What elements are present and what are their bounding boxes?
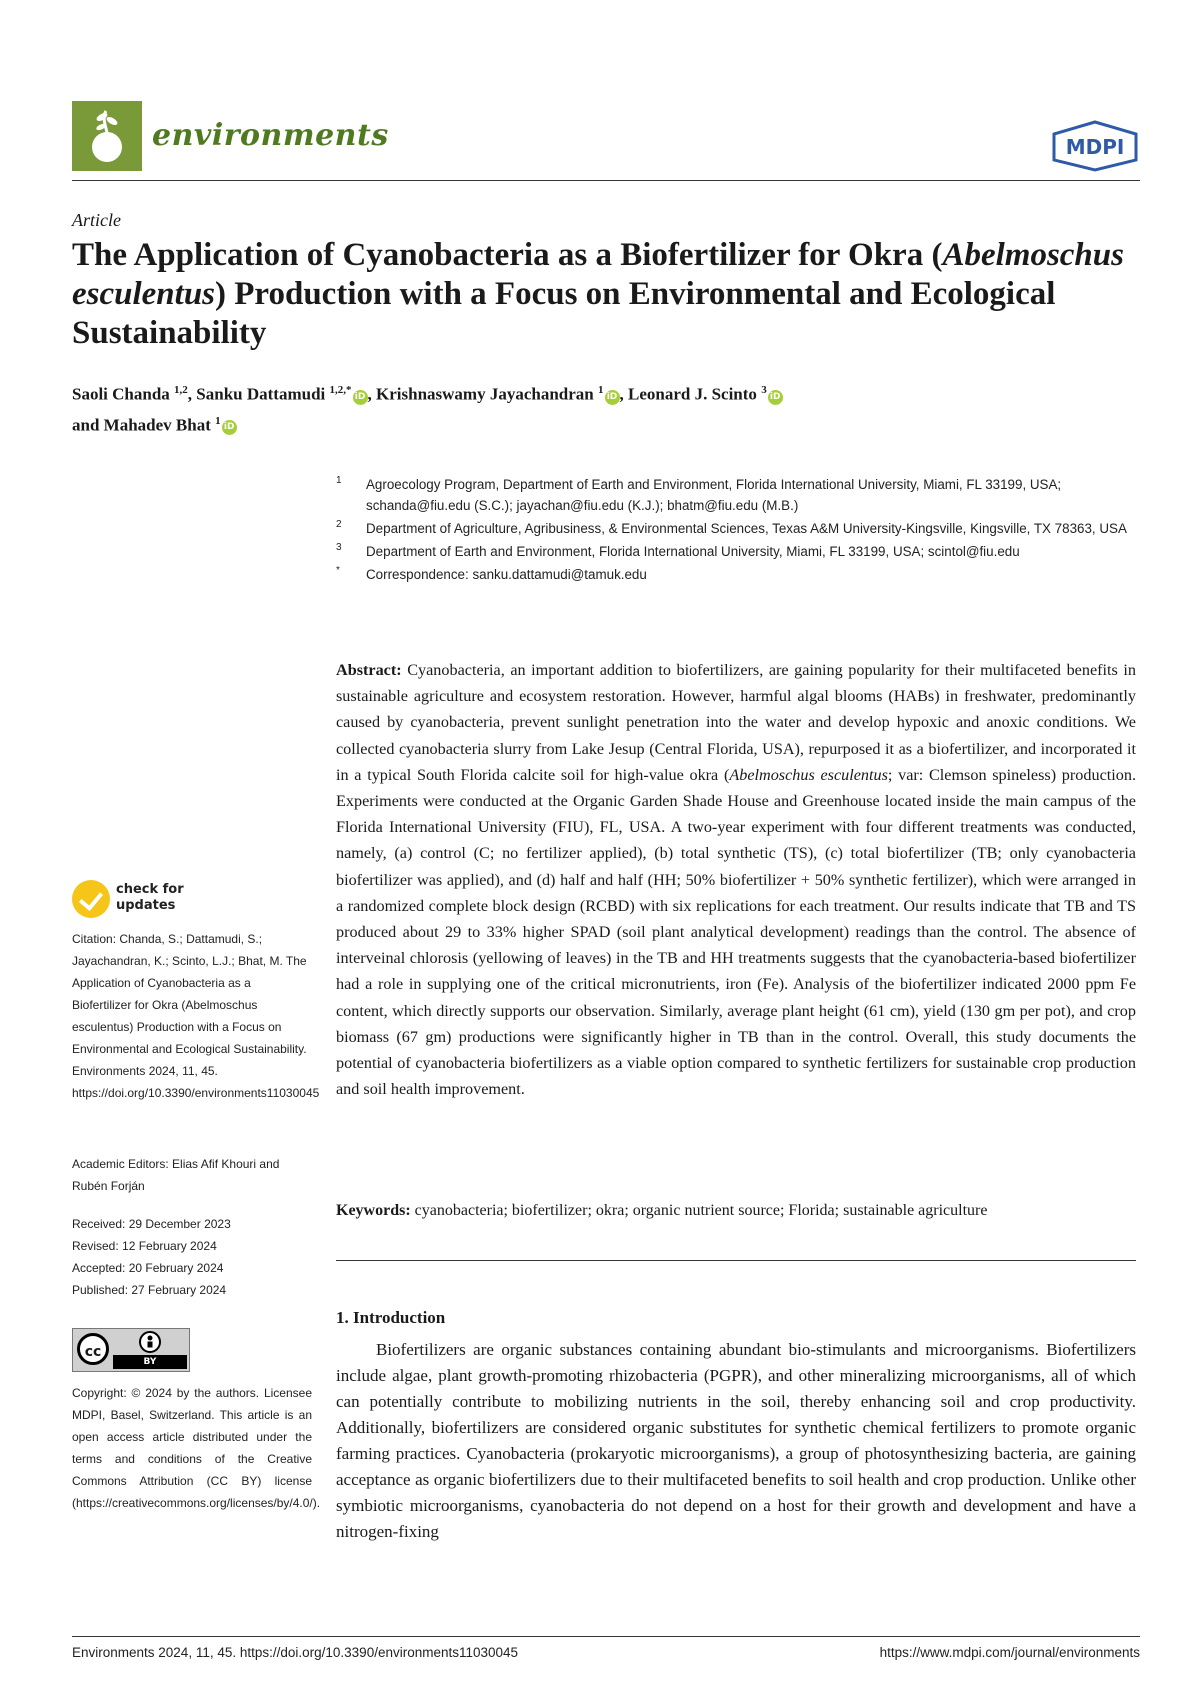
orcid-icon[interactable]: iD <box>605 390 620 405</box>
title-text-continued: ) Production with a Focus on Environmental and Ecological Sustainability <box>72 276 1056 351</box>
footer-divider <box>72 1636 1140 1637</box>
affiliation-text: Department of Agriculture, Agribusiness, & Environmental Sciences, Texas A&M University-Kingsville, Kingsville, TX 78363, USA <box>366 521 1127 536</box>
citation-block: Citation: Chanda, S.; Dattamudi, S.; Jayachandran, K.; Scinto, L.J.; Bhat, M. The Application of Cyanobacteria as a Biofertilizer for Okra (Abelmoschus esculentus) Production with a Focus on Environmental and Ecological Sustainability. Environments 2024, 11, 45. https://doi.org/10.3390/environments11030045 <box>72 932 320 1100</box>
author-name: Krishnaswamy Jayachandran <box>376 384 594 404</box>
author-name: Sanku Dattamudi <box>196 384 326 404</box>
orcid-icon[interactable]: iD <box>222 420 237 435</box>
correspondence <box>336 564 1136 585</box>
affiliation-item <box>336 474 1136 516</box>
affiliation-item <box>336 541 1136 562</box>
academic-editors: Academic Editors: Elias Afif Khouri and Rubén Forján <box>72 1157 280 1193</box>
footer-citation: Environments 2024, 11, 45. https://doi.org/10.3390/environments11030045 <box>72 1645 519 1660</box>
published-date: Published: 27 February 2024 <box>72 1283 227 1297</box>
affiliations <box>336 474 1136 587</box>
check-for-updates-badge[interactable] <box>72 880 192 920</box>
author-affil-sup: 1 <box>598 384 604 396</box>
checkmark-icon <box>72 880 110 918</box>
publication-dates <box>72 1213 312 1301</box>
received-date: Received: 29 December 2023 <box>72 1217 231 1231</box>
affiliation-text: Department of Earth and Environment, Florida International University, Miami, FL 33199, USA; scintol@fiu.edu <box>366 544 1020 559</box>
affiliation-number: 1 <box>336 475 342 486</box>
section-divider <box>336 1260 1136 1261</box>
orcid-icon[interactable]: iD <box>353 390 368 405</box>
author-affil-sup: 1 <box>215 414 221 427</box>
by-label: BY <box>113 1355 187 1369</box>
cc-by-license-badge[interactable] <box>72 1328 190 1372</box>
journal-logo <box>72 101 142 171</box>
introduction-text <box>336 1337 1136 1545</box>
affiliation-number: 3 <box>336 542 342 553</box>
affiliation-item <box>336 518 1136 539</box>
mdpi-logo-text: MDPI <box>1065 135 1125 159</box>
article-type: Article <box>72 210 121 230</box>
orcid-icon[interactable]: iD <box>768 390 783 405</box>
affiliation-number: * <box>336 565 340 576</box>
affiliation-text: Agroecology Program, Department of Earth and Environment, Florida International University, Miami, FL 33199, USA; schanda@fiu.edu (S.C.); jayachan@fiu.edu (K.J.); bhatm@fiu.edu (M.B.) <box>366 477 1062 513</box>
author-affil-sup: 1,2 <box>174 384 188 396</box>
abstract-label: Abstract: <box>336 661 402 679</box>
header-divider <box>72 180 1140 181</box>
abstract <box>336 657 1136 1102</box>
article-title <box>72 236 1132 353</box>
keywords-label: Keywords: <box>336 1202 411 1219</box>
author-name: Leonard J. Scinto <box>628 384 757 404</box>
author-affil-sup: 3 <box>761 384 767 396</box>
plant-globe-icon <box>72 101 142 171</box>
mdpi-logo <box>1050 120 1140 172</box>
keywords-text: cyanobacteria; biofertilizer; okra; organic nutrient source; Florida; sustainable agriculture <box>410 1202 988 1219</box>
revised-date: Revised: 12 February 2024 <box>72 1239 217 1253</box>
check-updates-label: check for updates <box>116 882 184 913</box>
title-species-name: Abelmoschus esculentus <box>72 237 1124 312</box>
affiliation-number: 2 <box>336 519 342 530</box>
abstract-species-name: Abelmoschus esculentus <box>729 765 888 784</box>
correspondence-text: Correspondence: sanku.dattamudi@tamuk.edu <box>366 567 647 582</box>
keywords <box>336 1199 1136 1223</box>
author-conjunction: and <box>72 415 100 435</box>
author-affil-sup: 1,2,* <box>329 384 352 396</box>
abstract-text-continued: ; var: Clemson spineless) production. Experiments were conducted at the Organic Garden Shade House and Greenhouse located inside the main campus of the Florida International University (FIU), FL, USA. A two-year experiment with four different treatments was conducted, namely, (a) control (C; no fertilizer applied), (b) total synthetic (TS), (c) total biofertilizer (TB; only cyanobacteria biofertilizer was applied), and (d) half and half (HH; 50% biofertilizer + 50% synthetic fertilizer), which were arranged in a randomized complete block design (RCBD) with six replications for each treatment. Our results indicate that TB and TS produced about 29 to 33% higher SPAD (soil plant analytical development) readings than the control. The absence of interveinal chlorosis (yellowing of leaves) in the TB and HH treatments suggests that the cyanobacteria-based biofertilizer had a role in supplying one of the critical micronutrients, iron (Fe). Analysis of the biofertilizer indicated 2000 ppm Fe content, which directly supports our observation. Similarly, average plant height (61 cm), yield (130 gm per pot), and crop biomass (67 gm) productions were significantly higher in TB than in the control. Overall, this study documents the potential of cyanobacteria biofertilizers as a viable option compared to synthetic fertilizers for sustainable crop production and soil health improvement. <box>336 765 1136 1099</box>
accepted-date: Accepted: 20 February 2024 <box>72 1261 224 1275</box>
attribution-person-icon <box>139 1331 161 1353</box>
abstract-text: Cyanobacteria, an important addition to biofertilizers, are gaining popularity for their multifaceted benefits in sustainable agriculture and ecosystem restoration. However, harmful algal blooms (HABs) in freshwater, predominantly caused by cyanobacteria, prevent sunlight penetration into the water and develop hypoxic and anoxic conditions. We collected cyanobacteria slurry from Lake Jesup (Central Florida, USA), repurposed it as a biofertilizer, and incorporated it in a typical South Florida calcite soil for high-value okra ( <box>336 661 1136 784</box>
author-name: Mahadev Bhat <box>103 415 211 435</box>
section-heading: 1. Introduction <box>336 1308 446 1327</box>
introduction-paragraph: Biofertilizers are organic substances containing abundant bio-stimulants and microorganisms. Biofertilizers include algae, plant growth-promoting rhizobacteria (PGPR), and other mineralizing microorganisms, all of which can potentially contribute to mobilizing nutrients in the soil, thereby enhancing soil and crop productivity. Additionally, biofertilizers are considered organic substitutes for synthetic chemical fertilizers to promote organic farming practices. Cyanobacteria (prokaryotic microorganisms), a group of photosynthesizing bacteria, are gaining acceptance as organic biofertilizers due to their multifaceted benefits to soil health and crop production. Unlike other symbiotic microorganisms, cyanobacteria do not depend on a host for their growth and development and have a nitrogen-fixing <box>336 1340 1136 1541</box>
cc-icon: cc <box>77 1333 109 1365</box>
footer-journal-url[interactable]: https://www.mdpi.com/journal/environments <box>879 1645 1140 1660</box>
journal-name: environments <box>152 118 389 153</box>
title-text: The Application of Cyanobacteria as a Biofertilizer for Okra ( <box>72 237 943 273</box>
copyright-notice: Copyright: © 2024 by the authors. Licensee MDPI, Basel, Switzerland. This article is an open access article distributed under the terms and conditions of the Creative Commons Attribution (CC BY) license (https://creativecommons.org/licenses/by/4.0/). <box>72 1386 321 1510</box>
author-list: Saoli Chanda $^{1,2}$, Sanku Dattamudi $^{1,2,*}$iD , Krishnaswamy Jayachandran $^1$iD , Leonard J. Scinto $^3$iD and Mahadev Bhat $^1$iD <box>72 377 1132 438</box>
author-name: Saoli Chanda <box>72 384 170 404</box>
